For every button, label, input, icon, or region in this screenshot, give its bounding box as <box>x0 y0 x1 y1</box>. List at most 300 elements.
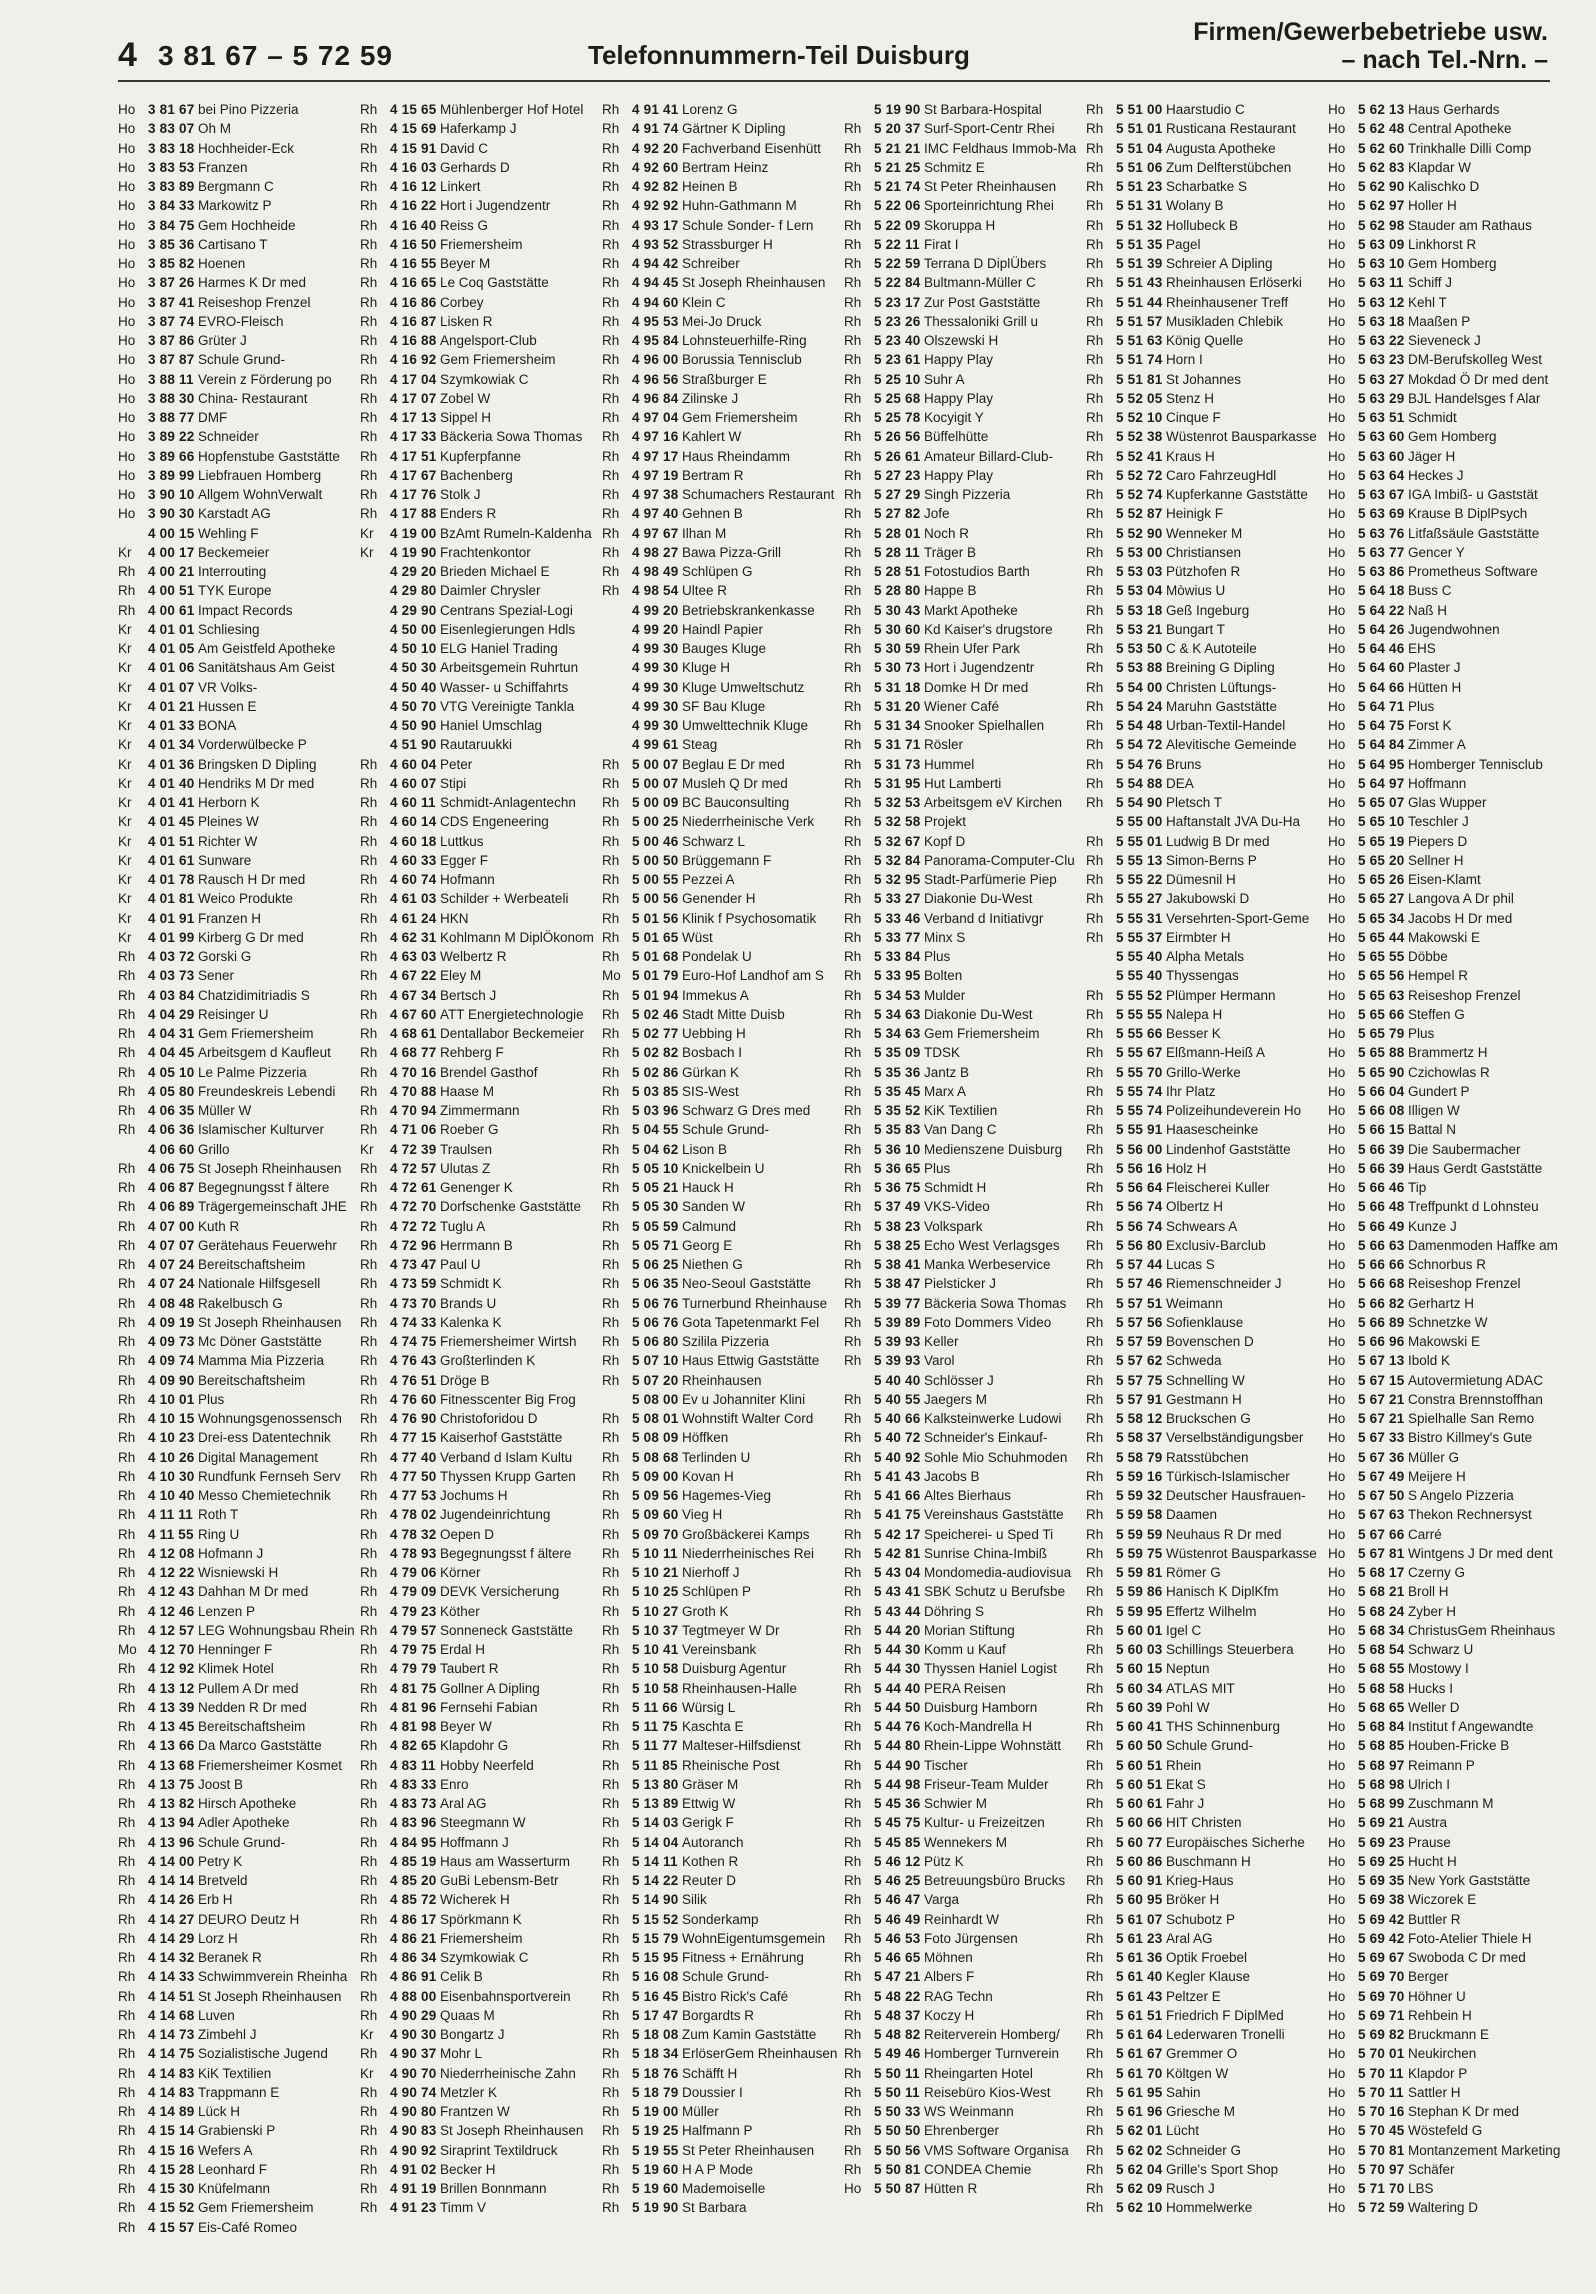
phone-number: 4 81 75 <box>390 1680 437 1696</box>
listing-entry <box>844 100 1082 119</box>
business-name: Broll H <box>1408 1584 1449 1600</box>
phone-number: 5 51 57 <box>1116 313 1163 329</box>
business-name: Sieveneck J <box>1408 333 1481 348</box>
district-prefix: Ho <box>118 429 136 445</box>
listing-entry <box>602 312 840 331</box>
district-prefix: Rh <box>1086 1488 1104 1503</box>
business-name: Römer G <box>1166 1565 1221 1580</box>
district-prefix: Rh <box>118 1545 136 1561</box>
district-prefix: Rh <box>118 2007 136 2023</box>
listing-entry <box>360 1448 598 1467</box>
phone-number: 5 38 23 <box>874 1218 921 1234</box>
phone-number: 5 60 91 <box>1116 1873 1163 1888</box>
business-name: Maruhn Gaststätte <box>1166 698 1278 714</box>
district-prefix <box>602 601 632 620</box>
district-prefix: Rh <box>118 1815 136 1831</box>
phone-number: 4 50 30 <box>390 660 437 676</box>
business-name: Hempel R <box>1408 968 1469 984</box>
business-name: Koch-Mandrella H <box>924 1719 1033 1734</box>
listing-entry <box>844 928 1082 947</box>
business-name: Reiseshop Frenzel <box>198 294 311 310</box>
district-prefix: Rh <box>602 275 620 291</box>
listing-entry <box>1086 2198 1324 2217</box>
district-prefix: Ho <box>1328 1449 1346 1465</box>
listing-entry <box>118 273 356 292</box>
business-name: CONDEA Chemie <box>924 2161 1032 2177</box>
business-name: Richter W <box>198 833 258 849</box>
business-name: Schule Grund- <box>1166 1738 1254 1754</box>
district-prefix: Rh <box>1086 1180 1104 1195</box>
district-prefix: Rh <box>602 929 620 945</box>
listing-entry <box>360 1332 598 1351</box>
phone-number: 5 53 88 <box>1116 660 1163 676</box>
district-prefix: Ho <box>1328 525 1346 541</box>
district-prefix: Ho <box>1328 1430 1346 1446</box>
phone-number: 5 44 90 <box>874 1757 921 1773</box>
business-name: Ehrenberger <box>924 2123 1000 2139</box>
district-prefix: Rh <box>360 1199 378 1215</box>
business-name: Gürkan K <box>682 1064 740 1080</box>
listing-entry <box>1086 639 1324 658</box>
district-prefix: Rh <box>360 1815 378 1831</box>
business-name: Pletsch T <box>1166 795 1223 810</box>
business-name: Kupferpfanne <box>440 448 522 464</box>
business-name: Nationale Hilfsgesell <box>198 1276 321 1292</box>
business-name: Digital Management <box>198 1449 319 1465</box>
listing-entry <box>1086 1621 1324 1640</box>
district-prefix: Rh <box>602 1218 620 1234</box>
listing-entry <box>1086 1659 1324 1678</box>
listing-entry <box>1328 312 1566 331</box>
phone-number: 4 00 51 <box>148 583 195 599</box>
district-prefix: Rh <box>844 1449 862 1465</box>
business-name: Tegtmeyer W Dr <box>682 1622 780 1638</box>
district-prefix: Rh <box>1086 1103 1104 1118</box>
business-name: Höhner U <box>1408 1988 1466 2004</box>
district-prefix: Rh <box>1086 987 1104 1003</box>
district-prefix: Rh <box>1086 852 1104 868</box>
district-prefix: Ho <box>1328 1642 1346 1657</box>
business-name: DEURO Deutz H <box>198 1911 300 1927</box>
listing-entry <box>118 1448 356 1467</box>
phone-number: 3 88 11 <box>148 371 194 387</box>
listing-entry <box>602 466 840 485</box>
district-prefix: Ho <box>1328 179 1346 194</box>
district-prefix: Rh <box>602 429 620 445</box>
business-name: Reisebüro Kios-West <box>924 2084 1051 2100</box>
listing-entry <box>844 119 1082 138</box>
district-prefix: Rh <box>1086 660 1104 676</box>
district-prefix: Ho <box>1328 313 1346 329</box>
district-prefix: Rh <box>1086 583 1104 599</box>
business-name: Vorderwülbecke P <box>198 737 307 753</box>
phone-number: 4 10 23 <box>148 1430 195 1446</box>
listing-entry <box>118 889 356 908</box>
business-name: Schillings Steuerbera <box>1166 1642 1294 1657</box>
business-name: Brendel Gasthof <box>440 1064 538 1080</box>
business-name: Bröker H <box>1166 1892 1220 1908</box>
business-name: PERA Reisen <box>924 1680 1006 1696</box>
phone-number: 5 08 01 <box>632 1411 679 1426</box>
phone-number: 4 90 80 <box>390 2104 437 2119</box>
phone-number: 5 22 06 <box>874 198 921 214</box>
listing-entry <box>360 1698 598 1717</box>
district-prefix: Ho <box>1328 968 1346 984</box>
business-name: Schlüpen G <box>682 564 753 579</box>
phone-number: 5 67 63 <box>1358 1507 1405 1523</box>
district-prefix: Rh <box>602 371 620 387</box>
phone-number: 4 07 00 <box>148 1218 195 1234</box>
business-name: Christoforidou D <box>440 1411 538 1426</box>
phone-number: 4 96 84 <box>632 390 679 406</box>
business-name: Hort i Jugendzentr <box>924 660 1035 676</box>
business-name: Plaster J <box>1408 660 1461 676</box>
phone-number: 5 33 95 <box>874 968 921 984</box>
listing-entry <box>602 755 840 774</box>
phone-number: 5 62 13 <box>1358 102 1405 117</box>
listing-entry <box>602 1274 840 1293</box>
phone-number: 5 31 71 <box>874 737 921 753</box>
listing-entry <box>118 947 356 966</box>
business-name: Reuter D <box>682 1873 737 1888</box>
district-prefix: Rh <box>360 448 378 464</box>
listing-entry <box>844 235 1082 254</box>
district-prefix: Ho <box>118 448 136 464</box>
business-name: Duisburg Hamborn <box>924 1699 1038 1715</box>
listing-entry <box>118 485 356 504</box>
phone-number: 4 91 19 <box>390 2181 437 2196</box>
business-name: Müller <box>682 2104 719 2119</box>
district-prefix: Rh <box>1086 641 1104 656</box>
business-name: Schmitz E <box>924 159 985 175</box>
phone-number: 5 15 52 <box>632 1911 679 1927</box>
district-prefix: Ho <box>1328 641 1346 656</box>
district-prefix: Ho <box>1328 544 1346 560</box>
business-name: Umwelttechnik Kluge <box>682 718 809 733</box>
business-name: Döhring S <box>924 1603 985 1619</box>
district-prefix: Rh <box>602 544 620 560</box>
district-prefix: Rh <box>844 1295 862 1311</box>
listing-entry <box>1328 2179 1566 2198</box>
phone-number: 4 14 32 <box>148 1950 195 1965</box>
phone-number: 5 69 67 <box>1358 1950 1405 1965</box>
district-prefix: Ho <box>1328 660 1346 676</box>
business-name: Schwarz L <box>682 833 746 849</box>
listing-entry <box>602 1698 840 1717</box>
phone-number: 5 53 03 <box>1116 564 1163 579</box>
listing-entry <box>602 1255 840 1274</box>
phone-number: 5 40 92 <box>874 1449 921 1465</box>
listing-entry <box>844 562 1082 581</box>
district-prefix: Rh <box>360 2123 378 2139</box>
phone-number: 4 11 11 <box>148 1507 193 1523</box>
listing-entry <box>1086 1717 1324 1736</box>
business-name: Jacobs H Dr med <box>1408 910 1513 926</box>
listing-entry <box>360 1717 598 1736</box>
listing-entry <box>844 1505 1082 1524</box>
business-name: Klapdor P <box>1408 2065 1468 2081</box>
listing-entry <box>844 2121 1082 2140</box>
phone-number: 5 60 01 <box>1116 1622 1163 1638</box>
listing-entry <box>118 870 356 889</box>
district-prefix: Rh <box>1086 2200 1104 2216</box>
phone-number: 4 05 10 <box>148 1064 195 1080</box>
business-name: Bereitschaftsheim <box>198 1257 306 1272</box>
listing-entry <box>118 293 356 312</box>
phone-number: 4 78 02 <box>390 1507 437 1523</box>
listing-entry <box>1086 1467 1324 1486</box>
district-prefix: Rh <box>118 1411 136 1426</box>
business-name: Battal N <box>1408 1122 1457 1138</box>
district-prefix: Ho <box>1328 1026 1346 1041</box>
business-name: Bawa Pizza-Grill <box>682 544 782 560</box>
phone-number: 4 09 19 <box>148 1314 195 1330</box>
district-prefix: Rh <box>602 256 620 271</box>
phone-number: 5 00 09 <box>632 795 679 810</box>
business-name: Lücht <box>1166 2123 1200 2139</box>
district-prefix: Rh <box>118 602 136 618</box>
phone-number: 5 22 09 <box>874 217 921 233</box>
phone-number: 5 31 20 <box>874 698 921 714</box>
business-name: Gollner A Dipling <box>440 1680 540 1696</box>
business-name: Aral AG <box>440 1796 487 1811</box>
listing-entry <box>1328 793 1566 812</box>
business-name: Jantz B <box>924 1064 970 1080</box>
listing-entry <box>360 1024 598 1043</box>
business-name: Gem Friemersheim <box>440 352 556 368</box>
phone-number: 4 70 16 <box>390 1064 437 1080</box>
district-prefix: Rh <box>844 121 862 137</box>
listing-entry <box>360 851 598 870</box>
listing-column-5 <box>1086 100 1324 2218</box>
phone-number: 5 56 74 <box>1116 1218 1163 1234</box>
phone-number: 3 83 07 <box>148 121 195 137</box>
phone-number: 4 01 81 <box>148 891 195 907</box>
district-prefix: Ho <box>1328 2161 1346 2177</box>
phone-number: 5 44 20 <box>874 1622 921 1638</box>
listing-entry <box>360 2044 598 2063</box>
phone-number: 5 50 33 <box>874 2104 921 2119</box>
business-name: Sanitätshaus Am Geist <box>198 660 335 676</box>
district-prefix: Kr <box>118 910 132 926</box>
listing-entry <box>844 1082 1082 1101</box>
phone-number: 5 54 48 <box>1116 718 1163 733</box>
district-prefix <box>602 658 632 677</box>
business-name: Brüggemann F <box>682 852 772 868</box>
listing-entry <box>844 812 1082 831</box>
district-prefix: Ho <box>1328 1103 1346 1118</box>
listing-entry <box>360 2006 598 2025</box>
district-prefix: Rh <box>1086 1064 1104 1080</box>
phone-number: 5 23 17 <box>874 294 921 310</box>
business-name: Bovenschen D <box>1166 1334 1254 1349</box>
phone-number: 5 55 22 <box>1116 872 1163 887</box>
phone-number: 5 19 60 <box>632 2181 679 2196</box>
district-prefix: Rh <box>1086 891 1104 907</box>
business-name: Alpha Metals <box>1166 949 1245 964</box>
phone-number: 5 01 79 <box>632 968 679 984</box>
business-name: Wüstenrot Bausparkasse <box>1166 1545 1317 1561</box>
district-prefix <box>360 601 390 620</box>
listing-entry <box>602 2121 840 2140</box>
listing-entry <box>118 658 356 677</box>
district-prefix <box>360 581 390 600</box>
listing-entry <box>1328 562 1566 581</box>
listing-entry <box>602 1178 840 1197</box>
district-prefix: Rh <box>118 1103 136 1118</box>
district-prefix: Rh <box>602 1064 620 1080</box>
listing-entry <box>602 1082 840 1101</box>
business-name: Bultmann-Müller C <box>924 275 1036 291</box>
district-prefix: Ho <box>1328 602 1346 618</box>
district-prefix: Rh <box>844 544 862 560</box>
district-prefix: Ho <box>1328 1064 1346 1080</box>
business-name: Krieg-Haus <box>1166 1873 1234 1888</box>
phone-number: 5 44 80 <box>874 1738 921 1754</box>
listing-entry <box>118 909 356 928</box>
phone-number: 5 16 08 <box>632 1969 679 1985</box>
business-name: Hopfenstube Gaststätte <box>198 448 340 464</box>
business-name: Petry K <box>198 1853 243 1869</box>
listing-entry <box>118 793 356 812</box>
phone-number: 5 18 08 <box>632 2027 679 2042</box>
business-name: Czichowlas R <box>1408 1064 1490 1080</box>
district-prefix: Rh <box>118 1584 136 1600</box>
business-name: Schneider G <box>1166 2142 1242 2158</box>
business-name: Mamma Mia Pizzeria <box>198 1353 325 1369</box>
district-prefix: Rh <box>118 1218 136 1234</box>
business-name: SBK Schutz u Berufsbe <box>924 1584 1066 1600</box>
phone-number: 5 45 36 <box>874 1796 921 1811</box>
district-prefix: Rh <box>602 1103 620 1118</box>
business-name: Stolk J <box>440 487 481 502</box>
business-name: Medienszene Duisburg <box>924 1141 1063 1157</box>
listing-entry <box>1086 2044 1324 2063</box>
district-prefix: Rh <box>360 1776 378 1792</box>
business-name: LBS <box>1408 2181 1434 2196</box>
listing-entry <box>118 1101 356 1120</box>
district-prefix: Rh <box>844 333 862 348</box>
phone-number: 5 66 66 <box>1358 1257 1405 1272</box>
listing-entry <box>844 504 1082 523</box>
listing-entry <box>360 909 598 928</box>
phone-number: 4 00 21 <box>148 564 195 579</box>
phone-number: 5 52 10 <box>1116 410 1163 425</box>
listing-entry <box>602 851 840 870</box>
phone-number: 5 14 22 <box>632 1873 679 1888</box>
district-prefix: Rh <box>360 333 378 348</box>
district-prefix: Ho <box>1328 910 1346 926</box>
listing-entry <box>118 2198 356 2217</box>
business-name: Holz H <box>1166 1160 1207 1176</box>
phone-number: 5 69 70 <box>1358 1969 1405 1985</box>
business-name: Hirsch Apotheke <box>198 1796 297 1811</box>
district-prefix: Rh <box>844 1141 862 1157</box>
listing-entry <box>844 1679 1082 1698</box>
district-prefix: Rh <box>1086 217 1104 233</box>
listing-entry <box>602 1890 840 1909</box>
district-prefix: Rh <box>360 1295 378 1311</box>
district-prefix: Rh <box>360 1988 378 2004</box>
district-prefix: Ho <box>118 333 136 348</box>
district-prefix: Rh <box>844 621 862 637</box>
phone-number: 4 19 90 <box>390 544 437 560</box>
district-prefix: Ho <box>1328 1334 1346 1349</box>
listing-entry <box>602 947 840 966</box>
listing-entry <box>602 2198 840 2217</box>
business-name: Spörkmann K <box>440 1911 522 1927</box>
phone-number: 4 29 20 <box>390 564 437 579</box>
listing-entry <box>1328 774 1566 793</box>
phone-number: 4 70 94 <box>390 1103 437 1118</box>
phone-number: 5 49 46 <box>874 2046 921 2062</box>
listing-entry <box>360 1159 598 1178</box>
business-name: Hofmann <box>440 872 495 887</box>
business-name: Beckemeier <box>198 544 270 560</box>
phone-number: 4 01 34 <box>148 737 195 753</box>
phone-number: 5 46 65 <box>874 1950 921 1965</box>
business-name: Aral AG <box>1166 1930 1213 1946</box>
district-prefix <box>602 735 632 754</box>
listing-entry <box>602 793 840 812</box>
district-prefix: Rh <box>118 2084 136 2100</box>
phone-number: 5 61 96 <box>1116 2104 1163 2119</box>
district-prefix: Rh <box>844 1353 862 1369</box>
business-name: Ultee R <box>682 583 728 599</box>
phone-number: 5 66 04 <box>1358 1083 1405 1099</box>
district-prefix: Rh <box>844 1911 862 1927</box>
phone-number: 4 61 03 <box>390 891 437 907</box>
district-prefix: Ho <box>1328 564 1346 579</box>
district-prefix: Ho <box>118 313 136 329</box>
business-name: EVRO-Fleisch <box>198 313 284 329</box>
phone-number: 4 10 40 <box>148 1488 195 1503</box>
district-prefix: Rh <box>360 1738 378 1754</box>
business-name: Wohnstift Walter Cord <box>682 1411 814 1426</box>
business-name: Dahhan M Dr med <box>198 1584 309 1600</box>
listing-entry <box>360 678 598 697</box>
business-name: Zur Post Gaststätte <box>924 294 1041 310</box>
business-name: Le Palme Pizzeria <box>198 1064 307 1080</box>
phone-number: 4 70 88 <box>390 1083 437 1099</box>
business-name: Bringsken D Dipling <box>198 756 317 772</box>
listing-entry <box>602 2141 840 2160</box>
district-prefix: Rh <box>1086 1122 1104 1138</box>
listing-entry <box>1328 370 1566 389</box>
business-name: Kegler Klause <box>1166 1969 1251 1985</box>
district-prefix: Rh <box>360 236 378 252</box>
district-prefix: Rh <box>360 179 378 194</box>
business-name: Mulder <box>924 987 966 1003</box>
business-name: Zum Kamin Gaststätte <box>682 2027 817 2042</box>
listing-entry <box>602 1833 840 1852</box>
business-name: Kalksteinwerke Ludowi <box>924 1411 1062 1426</box>
business-name: Klinik f Psychosomatik <box>682 910 817 926</box>
phone-number: 5 63 64 <box>1358 467 1405 483</box>
listing-entry <box>1086 812 1324 831</box>
district-prefix: Rh <box>360 217 378 233</box>
district-prefix: Rh <box>602 910 620 926</box>
business-name: EHS <box>1408 641 1436 656</box>
district-prefix: Rh <box>602 1237 620 1253</box>
listing-entry <box>118 581 356 600</box>
business-name: Lison B <box>682 1141 728 1157</box>
business-name: Volkspark <box>924 1218 983 1234</box>
district-prefix: Rh <box>602 1449 620 1465</box>
phone-number: 4 19 00 <box>390 525 437 541</box>
business-name: Strassburger H <box>682 236 773 252</box>
district-prefix: Rh <box>1086 410 1104 425</box>
